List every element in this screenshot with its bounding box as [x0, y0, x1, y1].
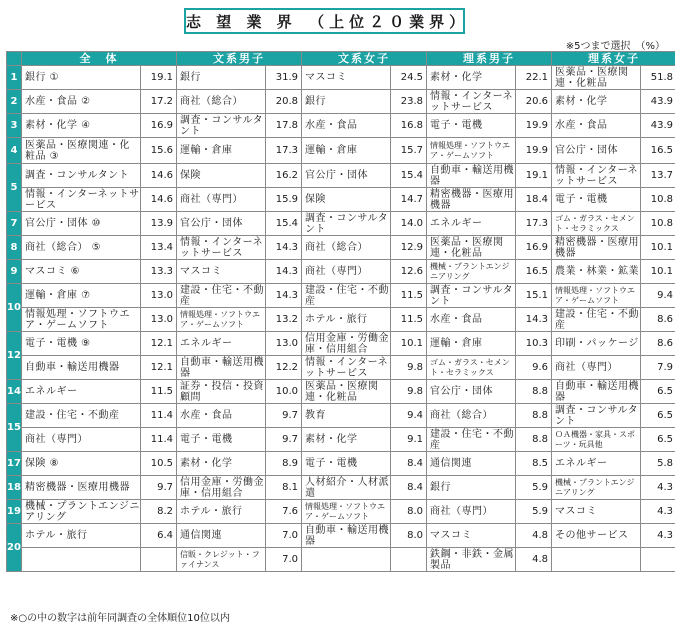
table-row — [7, 356, 675, 380]
rank-header — [7, 52, 22, 66]
percent-value-science-male: 22.1 — [516, 66, 552, 90]
industry-name-all: 情報・インターネットサービス — [22, 188, 141, 212]
percent-value-science-female: 6.5 — [641, 404, 675, 428]
percent-value-arts-male: 14.3 — [266, 236, 302, 260]
percent-value-arts-female: 9.1 — [391, 428, 427, 452]
percent-value-science-female: 6.5 — [641, 380, 675, 404]
percent-value-all: 11.4 — [141, 404, 177, 428]
rank-cell: 4 — [7, 138, 22, 164]
percent-value-science-female: 10.1 — [641, 260, 675, 284]
industry-name-arts-female: 保険 — [302, 188, 391, 212]
industry-name-all: 調査・コンサルタント — [22, 164, 141, 188]
percent-value-all: 6.4 — [141, 524, 177, 548]
percent-value-science-female: 10.8 — [641, 212, 675, 236]
industry-name-science-male: 情報・インターネットサービス — [427, 90, 516, 114]
percent-value-science-male: 8.5 — [516, 452, 552, 476]
rank-cell: 5 — [7, 164, 22, 212]
percent-value-science-female: 9.4 — [641, 284, 675, 308]
percent-value-science-female: 10.8 — [641, 188, 675, 212]
percent-value-all: 15.6 — [141, 138, 177, 164]
industry-name-arts-female: ホテル・旅行 — [302, 308, 391, 332]
percent-value-science-male: 4.8 — [516, 548, 552, 572]
percent-value-science-male: 4.8 — [516, 524, 552, 548]
table-row — [7, 138, 675, 164]
industry-name-science-female: 印刷・パッケージ — [552, 332, 641, 356]
rank-cell: 2 — [7, 90, 22, 114]
industry-name-arts-female: 銀行 — [302, 90, 391, 114]
percent-value-all: 14.6 — [141, 164, 177, 188]
unit-note: ※5つまで選択 （%） — [565, 41, 665, 52]
percent-value-arts-male: 7.0 — [266, 524, 302, 548]
percent-value-arts-female: 9.4 — [391, 404, 427, 428]
industry-name-science-female: 調査・コンサルタント — [552, 404, 641, 428]
percent-value-arts-female — [391, 548, 427, 572]
percent-value-science-female: 4.3 — [641, 476, 675, 500]
industry-name-all: 機械・プラントエンジニアリング — [22, 500, 141, 524]
industry-name-science-female: 自動車・輸送用機器 — [552, 380, 641, 404]
rank-cell: 18 — [7, 476, 22, 500]
industry-name-science-female: 官公庁・団体 — [552, 138, 641, 164]
percent-value-arts-female: 15.7 — [391, 138, 427, 164]
rank-cell: 20 — [7, 524, 22, 572]
percent-value-science-male: 14.3 — [516, 308, 552, 332]
rank-cell: 19 — [7, 500, 22, 524]
industry-name-arts-female: 情報・インターネットサービス — [302, 356, 391, 380]
header-arts-female: 文系女子 — [302, 52, 427, 66]
percent-value-science-male: 18.4 — [516, 188, 552, 212]
industry-name-science-male: 銀行 — [427, 476, 516, 500]
industry-name-science-male: 運輸・倉庫 — [427, 332, 516, 356]
rank-cell: 9 — [7, 260, 22, 284]
industry-name-arts-female — [302, 548, 391, 572]
industry-name-arts-female: 官公庁・団体 — [302, 164, 391, 188]
industry-name-all: 建設・住宅・不動産 — [22, 404, 141, 428]
percent-value-all: 13.3 — [141, 260, 177, 284]
industry-name-arts-female: 商社（総合） — [302, 236, 391, 260]
industry-name-arts-female: 水産・食品 — [302, 114, 391, 138]
table-row — [7, 332, 675, 356]
percent-value-all: 13.4 — [141, 236, 177, 260]
percent-value-arts-male: 17.3 — [266, 138, 302, 164]
percent-value-arts-male: 16.2 — [266, 164, 302, 188]
percent-value-arts-female: 10.1 — [391, 332, 427, 356]
industry-name-all: 商社（総合） ⑤ — [22, 236, 141, 260]
industry-name-arts-female: 素材・化学 — [302, 428, 391, 452]
industry-name-arts-male: 銀行 — [177, 66, 266, 90]
industry-name-arts-female: 信用金庫・労働金庫・信用組合 — [302, 332, 391, 356]
percent-value-science-female: 5.8 — [641, 452, 675, 476]
percent-value-all: 9.7 — [141, 476, 177, 500]
percent-value-science-male: 8.8 — [516, 404, 552, 428]
industry-name-all: ホテル・旅行 — [22, 524, 141, 548]
table-row — [7, 188, 675, 212]
industry-name-arts-male: マスコミ — [177, 260, 266, 284]
industry-name-science-male: 官公庁・団体 — [427, 380, 516, 404]
percent-value-science-male: 5.9 — [516, 476, 552, 500]
rank-cell: 3 — [7, 114, 22, 138]
percent-value-all: 19.1 — [141, 66, 177, 90]
table-row — [7, 212, 675, 236]
industry-name-science-male: 精密機器・医療用機器 — [427, 188, 516, 212]
industry-name-science-male: エネルギー — [427, 212, 516, 236]
industry-name-science-female: 精密機器・医療用機器 — [552, 236, 641, 260]
percent-value-arts-female: 14.7 — [391, 188, 427, 212]
table-row — [7, 404, 675, 428]
header-science-male: 理系男子 — [427, 52, 552, 66]
percent-value-arts-male: 14.3 — [266, 284, 302, 308]
table-row — [7, 548, 675, 572]
rank-cell: 10 — [7, 284, 22, 332]
industry-name-science-male: 機械・プラントエンジニアリング — [427, 260, 516, 284]
industry-name-all: 水産・食品 ② — [22, 90, 141, 114]
industry-name-science-female: 情報処理・ソフトウエア・ゲームソフト — [552, 284, 641, 308]
industry-name-science-female: エネルギー — [552, 452, 641, 476]
table-row — [7, 90, 675, 114]
industry-name-science-female: 素材・化学 — [552, 90, 641, 114]
percent-value-arts-male: 9.7 — [266, 428, 302, 452]
rank-cell: 15 — [7, 404, 22, 452]
industry-name-science-male: 情報処理・ソフトウエア・ゲームソフト — [427, 138, 516, 164]
industry-name-arts-male: 素材・化学 — [177, 452, 266, 476]
industry-name-arts-female: 情報処理・ソフトウエア・ゲームソフト — [302, 500, 391, 524]
industry-name-science-male: 通信関連 — [427, 452, 516, 476]
industry-name-all: 銀行 ① — [22, 66, 141, 90]
percent-value-arts-female: 24.5 — [391, 66, 427, 90]
industry-name-arts-male: 建設・住宅・不動産 — [177, 284, 266, 308]
industry-name-science-female: ＯＡ機器・家具・スポーツ・玩具他 — [552, 428, 641, 452]
rank-cell: 12 — [7, 332, 22, 380]
industry-name-all — [22, 548, 141, 572]
percent-value-arts-male: 8.9 — [266, 452, 302, 476]
table-row — [7, 452, 675, 476]
industry-name-science-male: 自動車・輸送用機器 — [427, 164, 516, 188]
percent-value-arts-female: 12.6 — [391, 260, 427, 284]
table-row — [7, 114, 675, 138]
percent-value-arts-male: 15.9 — [266, 188, 302, 212]
industry-name-science-female: 商社（専門） — [552, 356, 641, 380]
industry-name-science-female: 医薬品・医療関連・化粧品 — [552, 66, 641, 90]
percent-value-arts-female: 8.4 — [391, 476, 427, 500]
table-row — [7, 236, 675, 260]
industry-name-arts-male: 情報処理・ソフトウエア・ゲームソフト — [177, 308, 266, 332]
footnote: ※○の中の数字は前年同調査の全体順位10位以内 — [10, 613, 230, 624]
industry-name-science-female: その他サービス — [552, 524, 641, 548]
percent-value-science-female: 4.3 — [641, 524, 675, 548]
percent-value-science-male: 9.6 — [516, 356, 552, 380]
industry-name-all: 電子・電機 ⑨ — [22, 332, 141, 356]
percent-value-science-female: 43.9 — [641, 90, 675, 114]
industry-name-science-male: ゴム・ガラス・セメント・セラミックス — [427, 356, 516, 380]
percent-value-arts-female: 9.8 — [391, 356, 427, 380]
industry-name-all: 保険 ⑧ — [22, 452, 141, 476]
industry-name-arts-male: エネルギー — [177, 332, 266, 356]
percent-value-science-male: 8.8 — [516, 380, 552, 404]
table-row — [7, 500, 675, 524]
percent-value-arts-male: 12.2 — [266, 356, 302, 380]
rank-cell: 8 — [7, 236, 22, 260]
percent-value-science-male: 19.9 — [516, 138, 552, 164]
percent-value-all: 10.5 — [141, 452, 177, 476]
industry-name-science-female: 情報・インターネットサービス — [552, 164, 641, 188]
industry-name-arts-male: 証券・投信・投資顧問 — [177, 380, 266, 404]
table-row — [7, 66, 675, 90]
percent-value-arts-male: 31.9 — [266, 66, 302, 90]
percent-value-science-female: 8.6 — [641, 332, 675, 356]
percent-value-all: 13.0 — [141, 284, 177, 308]
percent-value-science-male: 16.5 — [516, 260, 552, 284]
percent-value-arts-male: 14.3 — [266, 260, 302, 284]
percent-value-arts-female: 14.0 — [391, 212, 427, 236]
industry-name-arts-male: 保険 — [177, 164, 266, 188]
industry-name-science-male: 鉄鋼・非鉄・金属製品 — [427, 548, 516, 572]
industry-name-arts-male: 調査・コンサルタント — [177, 114, 266, 138]
percent-value-all: 13.0 — [141, 308, 177, 332]
percent-value-all — [141, 548, 177, 572]
industry-name-all: マスコミ ⑥ — [22, 260, 141, 284]
percent-value-arts-male: 13.0 — [266, 332, 302, 356]
industry-name-science-female — [552, 548, 641, 572]
table-row — [7, 380, 675, 404]
percent-value-arts-male: 20.8 — [266, 90, 302, 114]
percent-value-arts-female: 12.9 — [391, 236, 427, 260]
industry-name-arts-female: 建設・住宅・不動産 — [302, 284, 391, 308]
industry-name-arts-female: 運輸・倉庫 — [302, 138, 391, 164]
percent-value-arts-male: 9.7 — [266, 404, 302, 428]
industry-name-science-female: 電子・電機 — [552, 188, 641, 212]
percent-value-all: 16.9 — [141, 114, 177, 138]
percent-value-arts-male: 13.2 — [266, 308, 302, 332]
industry-name-science-male: 電子・電機 — [427, 114, 516, 138]
percent-value-science-female: 8.6 — [641, 308, 675, 332]
header-science-female: 理系女子 — [552, 52, 675, 66]
percent-value-arts-male: 17.8 — [266, 114, 302, 138]
industry-name-science-female: 建設・住宅・不動産 — [552, 308, 641, 332]
industry-name-arts-male: 信販・クレジット・ファイナンス — [177, 548, 266, 572]
industry-name-science-female: マスコミ — [552, 500, 641, 524]
percent-value-science-female: 4.3 — [641, 500, 675, 524]
industry-name-science-male: 素材・化学 — [427, 66, 516, 90]
industry-name-arts-male: 運輸・倉庫 — [177, 138, 266, 164]
industry-name-science-male: マスコミ — [427, 524, 516, 548]
percent-value-arts-female: 23.8 — [391, 90, 427, 114]
industry-name-arts-male: 水産・食品 — [177, 404, 266, 428]
industry-name-arts-female: 商社（専門） — [302, 260, 391, 284]
rank-cell: 7 — [7, 212, 22, 236]
table-row — [7, 260, 675, 284]
percent-value-arts-female: 15.4 — [391, 164, 427, 188]
percent-value-all: 12.1 — [141, 356, 177, 380]
industry-name-science-female: 機械・プラントエンジニアリング — [552, 476, 641, 500]
percent-value-science-female — [641, 548, 675, 572]
percent-value-science-female: 7.9 — [641, 356, 675, 380]
table-row — [7, 428, 675, 452]
percent-value-science-male: 15.1 — [516, 284, 552, 308]
industry-name-all: 素材・化学 ④ — [22, 114, 141, 138]
percent-value-science-female: 43.9 — [641, 114, 675, 138]
percent-value-science-male: 10.3 — [516, 332, 552, 356]
industry-name-arts-male: 官公庁・団体 — [177, 212, 266, 236]
industry-name-arts-male: 電子・電機 — [177, 428, 266, 452]
industry-name-arts-male: 情報・インターネットサービス — [177, 236, 266, 260]
percent-value-arts-female: 9.8 — [391, 380, 427, 404]
percent-value-science-female: 51.8 — [641, 66, 675, 90]
industry-name-all: 医薬品・医療関連・化粧品 ③ — [22, 138, 141, 164]
table-row — [7, 476, 675, 500]
industry-name-arts-female: 自動車・輸送用機器 — [302, 524, 391, 548]
industry-name-arts-male: 信用金庫・労働金庫・信用組合 — [177, 476, 266, 500]
percent-value-all: 17.2 — [141, 90, 177, 114]
percent-value-all: 8.2 — [141, 500, 177, 524]
industry-name-arts-female: 教育 — [302, 404, 391, 428]
percent-value-science-male: 16.9 — [516, 236, 552, 260]
page-title: 志 望 業 界 （上位２０業界） — [184, 8, 465, 34]
percent-value-science-female: 16.5 — [641, 138, 675, 164]
rank-cell: 17 — [7, 452, 22, 476]
industry-name-all: 自動車・輸送用機器 — [22, 356, 141, 380]
percent-value-arts-male: 8.1 — [266, 476, 302, 500]
percent-value-science-female: 6.5 — [641, 428, 675, 452]
table-row — [7, 308, 675, 332]
industry-name-arts-male: 商社（総合） — [177, 90, 266, 114]
industry-name-arts-male: 商社（専門） — [177, 188, 266, 212]
rank-cell: 1 — [7, 66, 22, 90]
industry-name-science-male: 調査・コンサルタント — [427, 284, 516, 308]
table-row — [7, 164, 675, 188]
percent-value-arts-female: 16.8 — [391, 114, 427, 138]
percent-value-arts-male: 15.4 — [266, 212, 302, 236]
percent-value-science-male: 19.9 — [516, 114, 552, 138]
percent-value-all: 11.5 — [141, 380, 177, 404]
industry-name-arts-female: 人材紹介・人材派遣 — [302, 476, 391, 500]
percent-value-science-male: 20.6 — [516, 90, 552, 114]
industry-name-science-female: 水産・食品 — [552, 114, 641, 138]
header-all: 全 体 — [22, 52, 177, 66]
rank-cell: 14 — [7, 380, 22, 404]
industry-name-science-male: 医薬品・医療関連・化粧品 — [427, 236, 516, 260]
industry-name-arts-male: 通信関連 — [177, 524, 266, 548]
header-arts-male: 文系男子 — [177, 52, 302, 66]
percent-value-arts-female: 11.5 — [391, 284, 427, 308]
percent-value-all: 14.6 — [141, 188, 177, 212]
percent-value-science-male: 8.8 — [516, 428, 552, 452]
industry-name-arts-female: 電子・電機 — [302, 452, 391, 476]
header-row — [7, 52, 675, 66]
percent-value-all: 12.1 — [141, 332, 177, 356]
percent-value-science-male: 19.1 — [516, 164, 552, 188]
industry-name-arts-male: ホテル・旅行 — [177, 500, 266, 524]
percent-value-arts-female: 8.0 — [391, 524, 427, 548]
industry-name-all: 情報処理・ソフトウエア・ゲームソフト — [22, 308, 141, 332]
percent-value-arts-male: 10.0 — [266, 380, 302, 404]
industry-name-all: 商社（専門） — [22, 428, 141, 452]
percent-value-science-male: 17.3 — [516, 212, 552, 236]
industry-name-science-male: 建設・住宅・不動産 — [427, 428, 516, 452]
industry-name-science-female: 農業・林業・鉱業 — [552, 260, 641, 284]
percent-value-arts-female: 11.5 — [391, 308, 427, 332]
percent-value-arts-male: 7.6 — [266, 500, 302, 524]
industry-name-all: エネルギー — [22, 380, 141, 404]
industry-name-arts-female: 医薬品・医療関連・化粧品 — [302, 380, 391, 404]
industry-name-science-male: 商社（総合） — [427, 404, 516, 428]
industry-name-all: 精密機器・医療用機器 — [22, 476, 141, 500]
percent-value-science-male: 5.9 — [516, 500, 552, 524]
table-row — [7, 284, 675, 308]
industry-name-arts-male: 自動車・輸送用機器 — [177, 356, 266, 380]
industry-name-arts-female: マスコミ — [302, 66, 391, 90]
percent-value-all: 13.9 — [141, 212, 177, 236]
percent-value-all: 11.4 — [141, 428, 177, 452]
percent-value-arts-female: 8.0 — [391, 500, 427, 524]
percent-value-arts-male: 7.0 — [266, 548, 302, 572]
industry-name-all: 官公庁・団体 ⑩ — [22, 212, 141, 236]
percent-value-arts-female: 8.4 — [391, 452, 427, 476]
industry-name-science-male: 水産・食品 — [427, 308, 516, 332]
table-row — [7, 524, 675, 548]
industry-name-science-female: ゴム・ガラス・セメント・セラミックス — [552, 212, 641, 236]
ranking-table — [6, 51, 675, 572]
industry-name-all: 運輸・倉庫 ⑦ — [22, 284, 141, 308]
percent-value-science-female: 10.1 — [641, 236, 675, 260]
industry-name-science-male: 商社（専門） — [427, 500, 516, 524]
percent-value-science-female: 13.7 — [641, 164, 675, 188]
industry-name-arts-female: 調査・コンサルタント — [302, 212, 391, 236]
